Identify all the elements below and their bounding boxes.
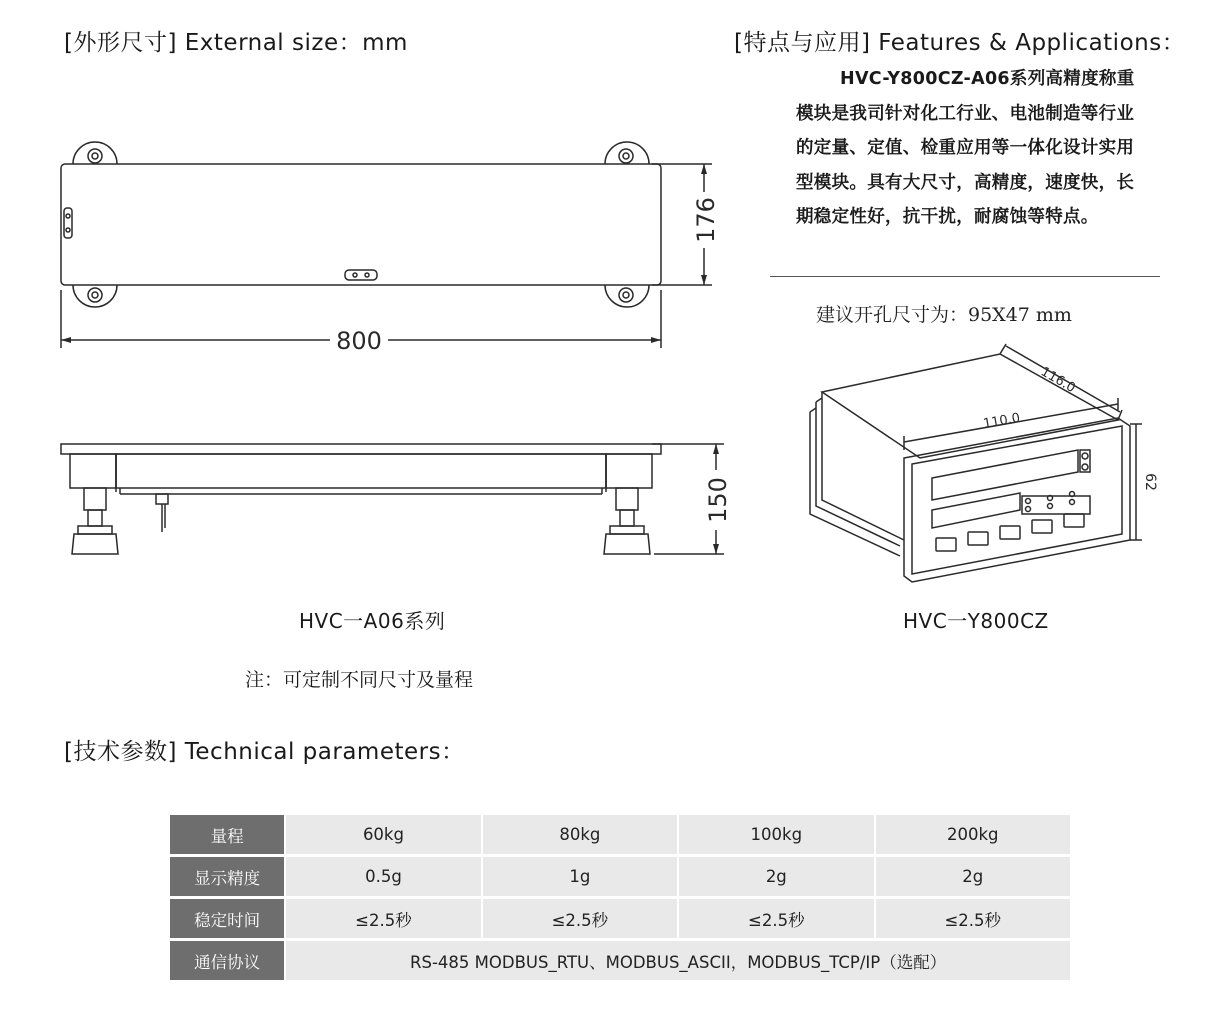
indicator-caption: HVC一Y800CZ [903, 609, 1049, 633]
platform-caption: HVC一A06系列 [299, 609, 446, 633]
table-cell: 1g [483, 857, 679, 899]
features-heading: [特点与应用] Features & Applications： [734, 30, 1186, 56]
table-row [170, 857, 1072, 899]
technical-parameters-table [170, 815, 1072, 983]
row-label-protocol: 通信协议 [170, 941, 286, 983]
table-row [170, 899, 1072, 941]
platform-top-view-drawing [40, 120, 740, 360]
row-label-range: 量程 [170, 815, 286, 857]
protocol-value-cell: RS-485 MODBUS_RTU、MODBUS_ASCII，MODBUS_TCP/IP（选配） [286, 941, 1072, 983]
table-row [170, 941, 1072, 983]
table-cell: ≤2.5秒 [679, 899, 875, 941]
table-cell: 60kg [286, 815, 482, 857]
top-depth-dimension: 176 [692, 197, 720, 243]
features-divider [770, 276, 1160, 277]
table-cell: 2g [876, 857, 1072, 899]
platform-side-view-drawing [40, 430, 740, 570]
external-size-heading: [外形尺寸] External size：mm [64, 30, 408, 56]
row-label-precision: 显示精度 [170, 857, 286, 899]
table-cell: 0.5g [286, 857, 482, 899]
cutout-size-text: 建议开孔尺寸为：95X47 mm [816, 304, 1072, 326]
indicator-drawing [800, 340, 1160, 590]
table-cell: ≤2.5秒 [876, 899, 1072, 941]
indicator-width-dimension: 110.0 [982, 410, 1022, 432]
technical-parameters-heading: [技术参数] Technical parameters： [64, 739, 465, 765]
table-cell: ≤2.5秒 [483, 899, 679, 941]
table-cell: 2g [679, 857, 875, 899]
indicator-height-dimension: 62 [1142, 473, 1158, 491]
table-cell: ≤2.5秒 [286, 899, 482, 941]
top-width-dimension: 800 [336, 327, 382, 355]
table-cell: 80kg [483, 815, 679, 857]
table-cell: 100kg [679, 815, 875, 857]
side-height-dimension: 150 [704, 477, 732, 523]
indicator-depth-dimension: 116.0 [1038, 364, 1078, 397]
table-cell: 200kg [876, 815, 1072, 857]
table-row [170, 815, 1072, 857]
features-description: HVC-Y800CZ-A06系列高精度称重模块是我司针对化工行业、电池制造等行业的定量、定值、检重应用等一体化设计实用型模块。具有大尺寸，高精度，速度快，长期稳定性好，抗干扰，耐腐蚀等特点。 [796, 69, 1135, 227]
customization-note: 注：可定制不同尺寸及量程 [245, 669, 474, 691]
row-label-stable-time: 稳定时间 [170, 899, 286, 941]
